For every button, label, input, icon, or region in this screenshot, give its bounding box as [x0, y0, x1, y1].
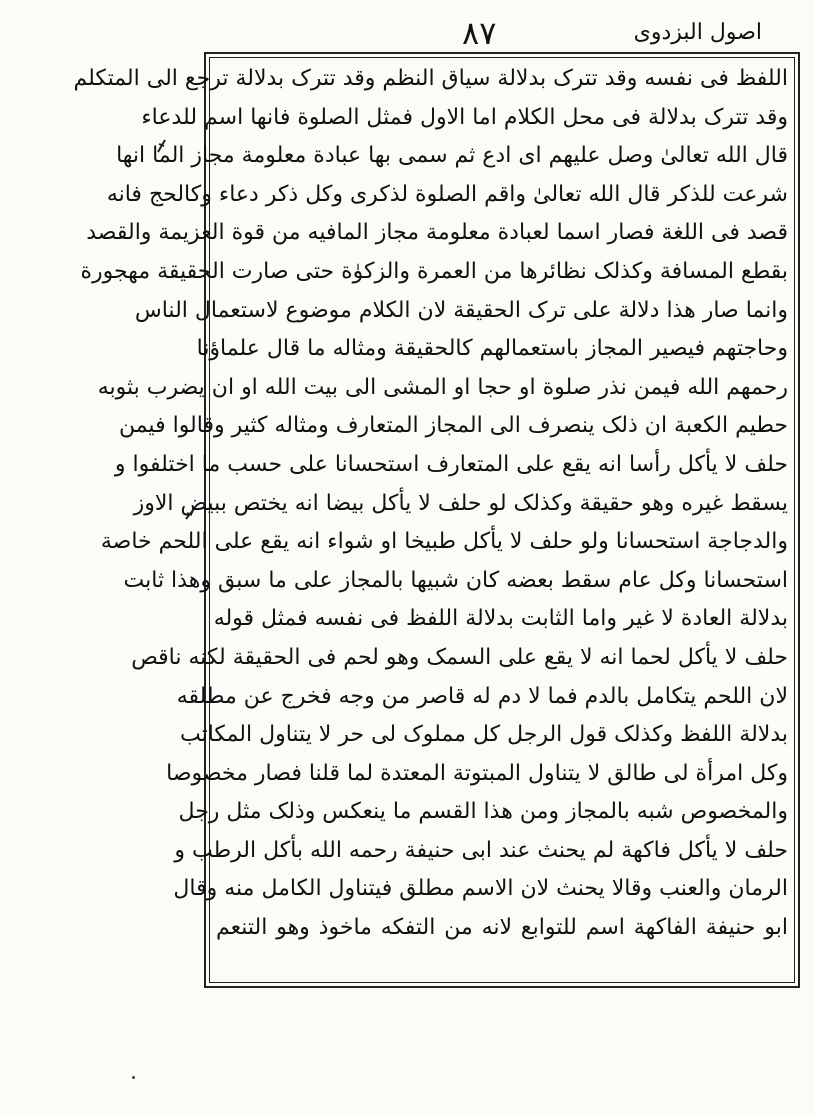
text-line-12: یسقط غیره وهو حقیقة وکذلک لو حلف لا یأکل بیضا انه یختص ببیض الاوز [133, 490, 788, 516]
text-line-3: قال الله تعالیٰ وصل علیهم ای ادع ثم سمی بها عبادة معلومة مجاز الما انها [116, 143, 788, 169]
margin-mark-icon [156, 138, 168, 154]
text-line-16: حلف لا یأکل لحما انه لا یقع علی السمک وهو لحم فی الحقیقة لکنه ناقص [131, 644, 788, 670]
book-title: اصول البزدوی [633, 20, 762, 45]
scan-speck [132, 1076, 135, 1079]
text-line-10: حطیم الکعبة ان ذلک ینصرف الی المجاز المتعارف ومثاله کثیر وقالوا فیمن [118, 413, 788, 439]
text-line-5: قصد فی اللغة فصار اسما لعبادة معلومة مجاز المافیه من قوة العزیمة والقصد [86, 220, 788, 246]
text-line-19: وکل امرأة لی طالق لا یتناول المبتوتة المعتدة لما قلنا فصار مخصوصا [166, 760, 788, 786]
text-frame [73, 52, 800, 988]
text-line-7: وانما صار هذا دلالة علی ترک الحقیقة لان الکلام موضوع لاستعمال الناس [134, 297, 788, 323]
text-line-18: بدلالة اللفظ وکذلک قول الرجل کل مملوک لی حر لا یتناول المکاتب [180, 722, 788, 748]
text-line-15: بدلالة العادة لا غیر واما الثابت بدلالة اللفظ فی نفسه فمثل قوله [213, 606, 788, 632]
text-line-6: بقطع المسافة وکذلک نظائرها من العمرة والزکوٰة حتی صارت الحقیقة مهجورة [80, 258, 788, 284]
text-line-21: حلف لا یأکل فاکهة لم یحنث عند ابی حنیفة رحمه الله بأکل الرطب و [174, 837, 788, 863]
margin-mark-icon [184, 506, 196, 522]
text-line-11: حلف لا یأکل رأسا انه یقع علی المتعارف استحسانا علی حسب ما اختلفوا و [114, 451, 788, 477]
text-line-4: شرعت للذکر قال الله تعالیٰ واقم الصلوة لذکری وکل ذکر دعاء وکالحج فانه [106, 181, 788, 207]
page-number: ۸۷ [462, 14, 497, 52]
text-line-20: والمخصوص شبه بالمجاز ومن هذا القسم ما ینعکس وذلک مثل رجل [178, 799, 788, 825]
text-line-13: والدجاجة استحسانا ولو حلف لا یأکل طبیخا او شواء انه یقع علی اللحم خاصة [100, 529, 788, 555]
text-line-2: وقد تترک بدلالة فی محل الکلام اما الاول فمثل الصلوة فانها اسم للدعاء [141, 104, 788, 130]
text-line-22: الرمان والعنب وقالا یحنث لان الاسم مطلق فیتناول الکامل منه وقال [173, 876, 788, 902]
page-header [0, 12, 814, 56]
text-line-17: لان اللحم یتکامل بالدم فما لا دم له قاصر من وجه فخرج عن مطلقه [176, 683, 788, 709]
text-line-9: رحمهم الله فیمن نذر صلوة او حجا او المشی الی بیت الله او ان یضرب بثوبه [97, 374, 788, 400]
text-body [73, 60, 788, 980]
text-line-14: استحسانا وکل عام سقط بعضه کان شبیها بالمجاز علی ما سبق وهذا ثابت [123, 567, 788, 593]
text-line-23: ابو حنیفة الفاکهة اسم للتوابع لانه من التفکه ماخوذ وهو التنعم [216, 915, 788, 941]
text-line-1: اللفظ فی نفسه وقد تترک بدلالة سیاق النظم وقد تترک بدلالة ترجع الی المتکلم [73, 66, 788, 91]
text-line-8: وحاجتهم فیصیر المجاز باستعمالهم کالحقیقة ومثاله ما قال علماؤنا [196, 336, 788, 362]
